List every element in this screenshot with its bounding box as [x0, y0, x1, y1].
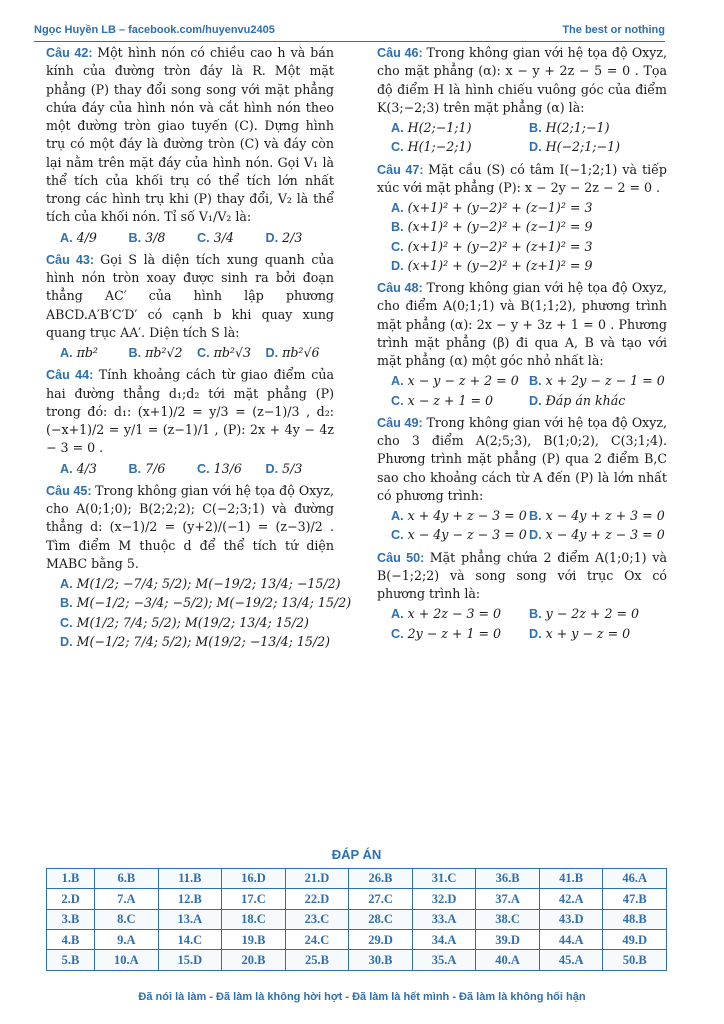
option-letter: A.: [60, 346, 73, 360]
answer-option: [529, 119, 667, 137]
answer-key: [46, 846, 667, 971]
answer-option: [60, 575, 351, 593]
option-letter: C.: [391, 140, 404, 155]
question-block: [46, 251, 334, 363]
answer-cell: 28.C: [349, 909, 413, 929]
option-value: 7/6: [145, 460, 166, 476]
answer-cell: 18.C: [222, 909, 286, 929]
answer-row: [47, 950, 667, 970]
answer-cell: 10.A: [95, 950, 159, 970]
answer-cell: 14.C: [158, 930, 222, 950]
question-text: [46, 482, 334, 573]
question-number: Câu 46:: [377, 46, 427, 60]
option-letter: C.: [197, 230, 210, 245]
answer-cell: 36.B: [476, 868, 540, 888]
answer-option: [60, 344, 129, 362]
answer-cell: 8.C: [95, 909, 159, 929]
option-value: x + 2z − 3 = 0: [407, 606, 502, 622]
option-letter: C.: [197, 461, 210, 476]
question-block: [377, 44, 667, 157]
answer-options: [46, 460, 334, 478]
answer-cell: 47.B: [603, 889, 667, 909]
answer-cell: 7.A: [95, 889, 159, 909]
question-number: Câu 49:: [377, 415, 427, 430]
question-text: [46, 251, 334, 342]
answer-cell: 20.B: [222, 950, 286, 970]
question-text: [377, 44, 667, 117]
option-value: x − 4y + z + 3 = 0: [545, 508, 665, 523]
answer-cell: 24.C: [285, 930, 349, 950]
option-value: 2/3: [282, 229, 303, 245]
option-value: x − 4y − z − 3 = 0: [407, 527, 527, 543]
option-letter: D.: [529, 393, 542, 408]
answer-option: [197, 344, 266, 362]
question-number: Câu 47:: [377, 162, 429, 177]
option-value: x + 4y + z − 3 = 0: [407, 508, 527, 523]
option-value: H(2;1;−1): [545, 120, 610, 135]
option-letter: B.: [391, 220, 404, 235]
answer-key-title: ĐÁP ÁN: [331, 847, 382, 862]
option-letter: C.: [197, 346, 210, 360]
answer-option: [391, 119, 529, 137]
answer-options: [377, 507, 667, 545]
answer-cell: 26.B: [349, 868, 413, 888]
answer-cell: 30.B: [349, 950, 413, 970]
answer-options: [46, 575, 352, 651]
option-letter: D.: [529, 140, 542, 155]
option-value: 13/6: [213, 460, 242, 476]
answer-option: [60, 460, 129, 478]
option-letter: D.: [529, 528, 542, 543]
question-block: [377, 549, 667, 643]
answer-cell: 25.B: [285, 950, 349, 970]
question-number: Câu 44:: [46, 368, 99, 383]
question-text: [377, 279, 667, 370]
page-header: [34, 24, 665, 42]
answer-option: [529, 526, 667, 544]
option-letter: A.: [391, 201, 404, 215]
answer-cell: 38.C: [476, 909, 540, 929]
answer-cell: 17.C: [222, 889, 286, 909]
answer-cell: 1.B: [47, 868, 95, 888]
question-text: [377, 161, 667, 198]
answer-option: [129, 344, 198, 362]
answer-option: [529, 625, 667, 643]
option-value: 3/4: [213, 229, 234, 245]
option-letter: B.: [529, 607, 542, 622]
option-value: 2y − z + 1 = 0: [407, 625, 502, 641]
answer-option: [391, 199, 667, 217]
option-letter: C.: [391, 626, 404, 641]
answer-cell: 34.A: [412, 930, 476, 950]
answer-option: [266, 460, 335, 478]
answer-cell: 13.A: [158, 909, 222, 929]
answer-cell: 16.D: [222, 868, 286, 888]
answer-cell: 33.A: [412, 909, 476, 929]
question-text: [377, 549, 667, 604]
answer-cell: 3.B: [47, 909, 95, 929]
answer-cell: 31.C: [412, 868, 476, 888]
option-value: x − z + 1 = 0: [407, 392, 494, 408]
answer-option: [391, 138, 529, 156]
option-letter: A.: [60, 230, 73, 245]
option-value: 4/3: [76, 460, 97, 476]
answer-cell: 50.B: [603, 950, 667, 970]
option-value: πb²√2: [145, 345, 183, 360]
option-value: πb²√6: [282, 345, 320, 360]
option-value: M(−1/2; 7/4; 5/2); M(19/2; −13/4; 15/2): [76, 633, 331, 649]
question-body: Gọi S là diện tích xung quanh của hình nón tròn xoay được sinh ra bởi đoạn thẳng AC′ của hình lập phương ABCD.A′B′C′D′ có cạnh b khi quay xung quang trục AA′. Diện tích S là:: [46, 251, 334, 340]
option-letter: A.: [391, 509, 404, 523]
answer-table: [46, 868, 667, 971]
answer-option: [529, 392, 667, 410]
option-letter: A.: [391, 374, 404, 389]
question-block: [46, 366, 334, 478]
option-value: (x+1)² + (y−2)² + (z−1)² = 3: [407, 200, 593, 215]
answer-cell: 44.A: [539, 930, 603, 950]
option-value: y − 2z + 2 = 0: [545, 606, 640, 622]
option-letter: D.: [391, 258, 404, 273]
option-value: M(1/2; 7/4; 5/2); M(19/2; 13/4; 15/2): [76, 614, 309, 630]
question-body: Trong không gian với hệ tọa độ Oxyz, cho điểm A(0;1;1) và B(1;1;2), phương trình mặt phẳng (α): 2x − y + 3z + 1 = 0 . Phương trình mặt phẳng (β) đi qua A, B và tạo với mặt phẳng (α) một góc nhỏ nhất là:: [377, 280, 667, 368]
option-letter: A.: [391, 607, 404, 622]
answer-option: [529, 507, 667, 525]
question-body: Trong không gian với hệ tọa độ Oxyz, cho A(0;1;0); B(2;2;2); C(−2;3;1) và đường thẳng d: (x−1)/2 = (y+2)/(−1) = (z−3)/2 . Tìm điểm M thuộc d để thể tích tứ diện MABC bằng 5.: [46, 482, 334, 571]
answer-cell: 27.C: [349, 889, 413, 909]
answer-row: [47, 889, 667, 909]
question-body: Trong không gian với hệ tọa độ Oxyz, cho mặt phẳng (α): x − y + 2z − 5 = 0 . Tọa độ điểm H là hình chiếu vuông góc của điểm K(3;−2;3) trên mặt phẳng (α) là:: [377, 45, 667, 115]
option-letter: A.: [391, 121, 404, 135]
answer-cell: 11.B: [158, 868, 222, 888]
answer-option: [391, 507, 529, 525]
option-letter: A.: [60, 577, 73, 591]
question-block: [46, 482, 352, 651]
option-letter: C.: [391, 528, 404, 543]
option-letter: D.: [529, 626, 542, 641]
option-letter: C.: [391, 239, 404, 254]
answer-option: [197, 229, 266, 247]
option-value: x − y − z + 2 = 0: [407, 373, 519, 389]
option-value: M(1/2; −7/4; 5/2); M(−19/2; 13/4; −15/2): [76, 576, 341, 591]
answer-cell: 37.A: [476, 889, 540, 909]
answer-cell: 29.D: [349, 930, 413, 950]
answer-row: [47, 909, 667, 929]
answer-option: [60, 229, 129, 247]
answer-options: [377, 119, 667, 157]
question-block: [377, 279, 667, 410]
option-value: (x+1)² + (y−2)² + (z+1)² = 9: [407, 257, 593, 273]
question-body: Tính khoảng cách từ giao điểm của hai đường thẳng d₁;d₂ tới mặt phẳng (P) trong đó: d₁: (x+1)/2 = y/3 = (z−1)/3 , d₂: (−x+1)/2 = y/1 = (z−1)/1 , (P): 2x + 4y − 4z − 3 = 0 .: [46, 367, 334, 456]
option-letter: B.: [60, 596, 73, 611]
option-value: πb²√3: [213, 345, 252, 360]
answer-option: [391, 625, 529, 643]
question-body: Trong không gian với hệ tọa độ Oxyz, cho 3 điểm A(2;5;3), B(1;0;2), C(3;1;4). Phương trình mặt phẳng (P) qua 2 điểm B,C sao cho khoảng cách từ A đến (P) là lớn nhất có phương trình:: [377, 414, 667, 503]
answer-option: [129, 460, 198, 478]
answer-cell: 12.B: [158, 889, 222, 909]
option-value: H(2;−1;1): [407, 120, 472, 135]
question-text: [46, 366, 334, 457]
question-body: Một hình nón có chiều cao h và bán kính của đường tròn đáy là R. Một mặt phẳng (P) thay đổi song song với mặt phẳng chứa đáy của hình nón và cắt hình nón theo một đường tròn giao tuyến (C). Dựng hình trụ có một đáy là đường tròn (C) và đáy còn lại nằm trên mặt đáy của hình nón. Gọi V₁ là thể tích của khối trụ có thể tích lớn nhất trong các hình trụ khi (P) thay đổi, V₂ là thể tích của khối nón. Tỉ số V₁/V₂ là:: [46, 45, 334, 225]
option-value: M(−1/2; −3/4; −5/2); M(−19/2; 13/4; 15/2): [76, 595, 352, 611]
option-letter: B.: [128, 461, 142, 476]
answer-cell: 48.B: [603, 909, 667, 929]
answer-cell: 19.B: [222, 930, 286, 950]
right-column: [377, 44, 667, 647]
option-value: 5/3: [282, 460, 303, 476]
answer-cell: 4.B: [47, 930, 95, 950]
header-left: Ngọc Huyền LB – facebook.com/huyenvu2405: [34, 24, 275, 37]
answer-option: [391, 257, 667, 275]
answer-cell: 32.D: [412, 889, 476, 909]
answer-option: [529, 372, 667, 390]
question-number: Câu 48:: [377, 281, 427, 295]
option-value: 4/9: [76, 229, 97, 245]
option-letter: B.: [128, 346, 142, 360]
option-letter: D.: [60, 634, 73, 649]
answer-cell: 15.D: [158, 950, 222, 970]
answer-cell: 6.B: [95, 868, 159, 888]
answer-cell: 22.D: [285, 889, 349, 909]
question-block: [377, 414, 667, 545]
answer-cell: 9.A: [95, 930, 159, 950]
answer-options: [46, 229, 334, 247]
option-value: H(−2;1;−1): [545, 139, 621, 155]
answer-row: [47, 930, 667, 950]
option-letter: B.: [529, 509, 542, 523]
question-block: [377, 161, 667, 276]
question-number: Câu 50:: [377, 550, 430, 565]
answer-option: [391, 372, 529, 390]
option-value: (x+1)² + (y−2)² + (z−1)² = 9: [407, 219, 593, 235]
question-number: Câu 42:: [46, 46, 98, 60]
answer-cell: 5.B: [47, 950, 95, 970]
answer-option: [391, 526, 529, 544]
answer-cell: 41.B: [539, 868, 603, 888]
answer-option: [391, 392, 529, 410]
answer-cell: 43.D: [539, 909, 603, 929]
answer-option: [529, 605, 667, 623]
option-letter: B.: [529, 374, 542, 389]
question-text: [46, 44, 334, 227]
answer-cell: 23.C: [285, 909, 349, 929]
answer-option: [197, 460, 266, 478]
option-letter: A.: [60, 461, 73, 476]
answer-cell: 46.A: [603, 868, 667, 888]
option-value: x + 2y − z − 1 = 0: [545, 373, 665, 389]
option-value: H(1;−2;1): [407, 139, 472, 155]
answer-cell: 2.D: [47, 889, 95, 909]
answer-cell: 21.D: [285, 868, 349, 888]
question-number: Câu 43:: [46, 252, 101, 267]
answer-option: [391, 238, 667, 256]
answer-cell: 39.D: [476, 930, 540, 950]
option-letter: B.: [529, 121, 542, 135]
answer-option: [60, 614, 351, 632]
question-block: [46, 44, 334, 247]
question-text: [377, 414, 667, 505]
page-footer: Đã nói là làm - Đã làm là không hời hợt - Đã làm là hết mình - Đã làm là không hối hận: [138, 991, 586, 1003]
option-value: Đáp án khác: [545, 392, 626, 408]
option-value: πb²: [76, 345, 98, 360]
question-number: Câu 45:: [46, 483, 96, 498]
header-right: The best or nothing: [562, 24, 665, 37]
option-letter: B.: [128, 230, 142, 245]
answer-cell: 49.D: [603, 930, 667, 950]
answer-cell: 40.A: [476, 950, 540, 970]
left-column: [46, 44, 352, 655]
answer-row: [47, 868, 667, 888]
option-value: x − 4y + z − 3 = 0: [545, 527, 665, 543]
answer-options: [377, 199, 667, 275]
answer-option: [266, 229, 335, 247]
option-letter: C.: [391, 393, 404, 408]
answer-cell: 42.A: [539, 889, 603, 909]
option-letter: D.: [265, 461, 279, 476]
option-value: (x+1)² + (y−2)² + (z+1)² = 3: [407, 238, 593, 254]
option-value: x + y − z = 0: [545, 625, 631, 641]
answer-option: [60, 594, 351, 612]
answer-option: [266, 344, 335, 362]
option-letter: D.: [265, 346, 279, 360]
answer-option: [129, 229, 198, 247]
answer-option: [529, 138, 667, 156]
option-value: 3/8: [145, 229, 166, 245]
answer-options: [377, 605, 667, 643]
answer-options: [46, 344, 334, 362]
answer-cell: 45.A: [539, 950, 603, 970]
answer-option: [391, 605, 529, 623]
question-body: Mặt phẳng chứa 2 điểm A(1;0;1) và B(−1;2;2) và song song với trục Ox có phương trình là:: [377, 549, 667, 601]
answer-option: [60, 633, 351, 651]
option-letter: C.: [60, 615, 73, 630]
answer-cell: 35.A: [412, 950, 476, 970]
option-letter: D.: [265, 230, 279, 245]
answer-options: [377, 372, 667, 410]
question-body: Mặt cầu (S) có tâm I(−1;2;1) và tiếp xúc với mặt phẳng (P): x − 2y − 2z − 2 = 0 .: [377, 161, 667, 195]
answer-option: [391, 218, 667, 236]
